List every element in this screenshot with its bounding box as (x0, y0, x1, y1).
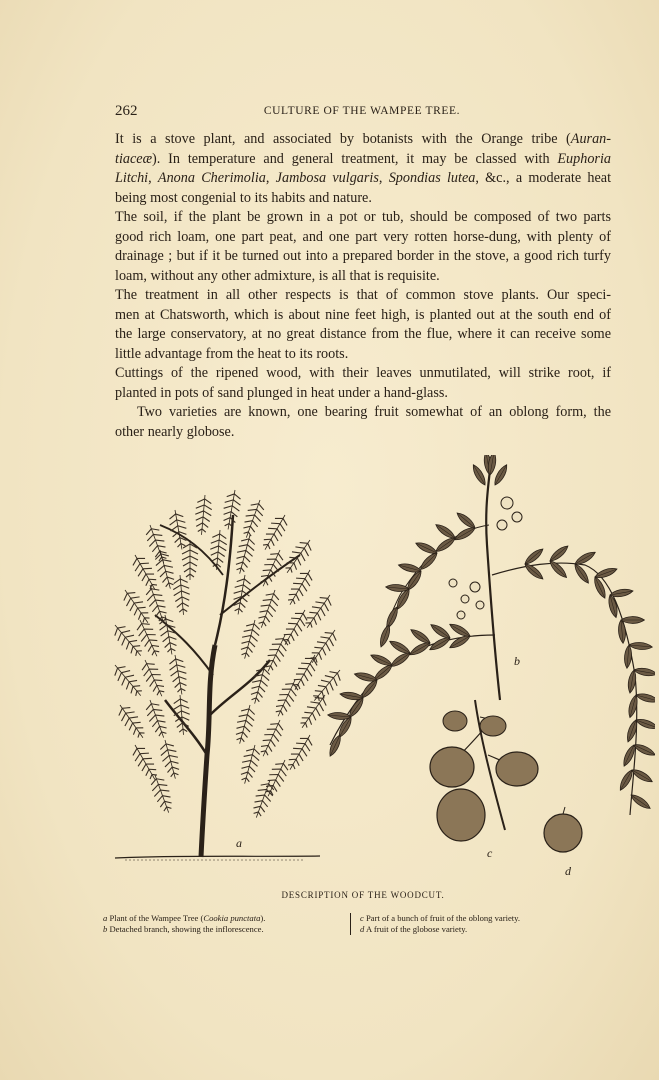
leaflet (455, 510, 477, 530)
leaflet (523, 546, 545, 566)
italic-text: Litchi (115, 170, 149, 186)
italic-text: Auran- (570, 131, 611, 147)
paragraph (115, 364, 611, 403)
paragraph (115, 208, 611, 286)
leaflet (388, 638, 412, 656)
italic-text: tiaceæ (115, 150, 153, 167)
foliage-spray (194, 494, 213, 535)
text-line (115, 150, 611, 170)
text-run: , &c., a moderate heat (475, 170, 612, 186)
woodcut-svg (55, 455, 655, 875)
foliage-spray (261, 632, 292, 675)
leaflet (572, 562, 591, 585)
text-run: It is a stove plant, and associated by botanists with the Orange tribe ( (115, 131, 571, 147)
foliage-spray (254, 587, 283, 630)
italic-text: Anona Cherimolia (157, 170, 266, 186)
foliage-spray (237, 743, 263, 786)
italic-text: Spondias lutea (388, 170, 476, 186)
foliage-spray (147, 772, 176, 815)
text-line (115, 208, 611, 228)
fruit-globose (544, 807, 582, 852)
italic-text: Jambosa vulgaris (275, 170, 379, 186)
foliage-spray (133, 617, 164, 660)
wampee-tree-plant (109, 489, 346, 857)
text-run: The soil, if the plant be grown in a pot or tub, should be composed of two parts (115, 209, 611, 225)
leaflet (592, 576, 608, 600)
text-line (115, 169, 611, 189)
text-run: good rich loam, one part peat, and one part very rotten horse-dung, with plenty of (115, 228, 611, 245)
text-line (115, 306, 611, 326)
foliage-spray (301, 590, 337, 632)
figure-label-b: b (514, 654, 520, 668)
leaflet (629, 792, 652, 811)
caption-divider (350, 913, 351, 935)
foliage-spray (172, 574, 191, 615)
foliage-spray (232, 703, 258, 746)
text-line (115, 286, 611, 306)
text-line (115, 403, 611, 423)
text-line (115, 247, 611, 267)
detached-branch (327, 455, 655, 815)
text-run: , (378, 170, 389, 186)
leaflet (429, 622, 452, 641)
paragraph (115, 286, 611, 364)
text-line (115, 325, 611, 345)
caption-title: DESCRIPTION OF THE WOODCUT. (281, 890, 445, 900)
leaflet (548, 559, 569, 580)
text-line (115, 364, 611, 384)
text-run: Two varieties are known, one bearing fruit somewhat of an oblong form, the (137, 404, 611, 420)
foliage-spray (278, 606, 312, 649)
foliage-spray (157, 738, 183, 781)
ground-line (115, 856, 320, 860)
foliage-spray (288, 651, 322, 694)
text-run: The treatment in all other respects is that of common stove plants. Our speci- (115, 287, 611, 303)
foliage-spray (232, 533, 258, 576)
text-line (115, 423, 611, 443)
caption-item-b: b Detached branch, showing the inflorescence. (103, 924, 264, 934)
page-header (115, 103, 609, 125)
foliage-spray (237, 618, 263, 661)
foliage-spray (256, 717, 287, 760)
text-line (115, 345, 611, 365)
leaflet (618, 620, 627, 644)
leaflet (434, 522, 457, 541)
caption-right-column (360, 913, 620, 935)
text-run: the large conservatory, at no great distance from the flue, where it can receive some (115, 326, 611, 342)
text-run: , (148, 170, 158, 186)
leaflet (327, 734, 343, 758)
figure-label-d: d (565, 864, 571, 875)
foliage-spray (271, 677, 302, 720)
leaflet (635, 717, 655, 731)
text-run: planted in pots of sand plunged in heat under a hand-glass. (115, 384, 448, 401)
page-number: 262 (115, 103, 138, 119)
text-line (115, 228, 611, 248)
foliage-spray (281, 535, 317, 577)
leaflet (418, 551, 439, 572)
foliage-spray (152, 548, 178, 591)
text-run: being most congenial to its habits and nature. (115, 189, 372, 206)
foliage-spray (209, 529, 228, 570)
text-run: Cuttings of the ripened wood, with their leaves unmutilated, will strike root, if (115, 365, 611, 381)
leaflet (627, 694, 640, 718)
caption-left-column (103, 913, 343, 935)
figure-label-a: a (236, 836, 242, 850)
leaflet (629, 642, 653, 651)
foliage-spray (296, 690, 332, 732)
text-run: men at Chatsworth, which is about nine feet high, is planted out at the south end of (115, 306, 611, 323)
leaflet (624, 645, 633, 669)
foliage-spray (283, 566, 317, 609)
leaflet (448, 621, 472, 639)
leaflet (633, 667, 655, 678)
leaflet (635, 692, 655, 705)
foliage-spray (128, 741, 162, 784)
foliage-spray (258, 511, 292, 554)
foliage-spray (138, 657, 169, 700)
foliage-spray (308, 665, 346, 706)
text-run: , (265, 170, 276, 186)
text-line (115, 267, 611, 287)
text-run: ). In temperature and general treatment, it may be classed with (152, 150, 558, 167)
text-run: other nearly globose. (115, 423, 235, 440)
caption-item-d: d A fruit of the globose variety. (360, 924, 468, 934)
foliage-spray (230, 574, 253, 616)
text-line (115, 189, 611, 209)
foliage-spray (239, 497, 268, 540)
figure-label-c: c (487, 846, 493, 860)
foliage-spray (249, 777, 278, 820)
foliage-spray (109, 620, 147, 661)
foliage-spray (109, 660, 147, 701)
body-text (115, 130, 611, 442)
text-line (115, 384, 611, 404)
paragraph (115, 130, 611, 208)
foliage-spray (283, 731, 317, 774)
foliage-spray (306, 625, 342, 667)
leaflet (548, 543, 570, 563)
caption-item-a: a Plant of the Wampee Tree (Cookia punctata). (103, 913, 266, 923)
foliage-spray (113, 700, 149, 742)
caption-item-c: c Part of a bunch of fruit of the oblong variety. (360, 913, 521, 923)
foliage-spray (167, 654, 190, 696)
fruit-cluster-oblong (430, 700, 538, 841)
running-title: CULTURE OF THE WAMPEE TREE. (263, 105, 461, 117)
text-run: loam, without any other admixture, is all that is requisite. (115, 267, 440, 284)
text-run: drainage ; but if it be turned out into a prepared border in the stove, a good rich turfy (115, 248, 611, 264)
woodcut-illustration (55, 455, 655, 875)
leaflet (378, 624, 392, 648)
italic-text: Euphoria (557, 150, 611, 167)
text-line (115, 130, 611, 150)
leaflet (409, 627, 432, 646)
text-run: little advantage from the heat to its roots. (115, 345, 349, 362)
leaflet (621, 617, 644, 624)
paragraph (115, 403, 611, 442)
